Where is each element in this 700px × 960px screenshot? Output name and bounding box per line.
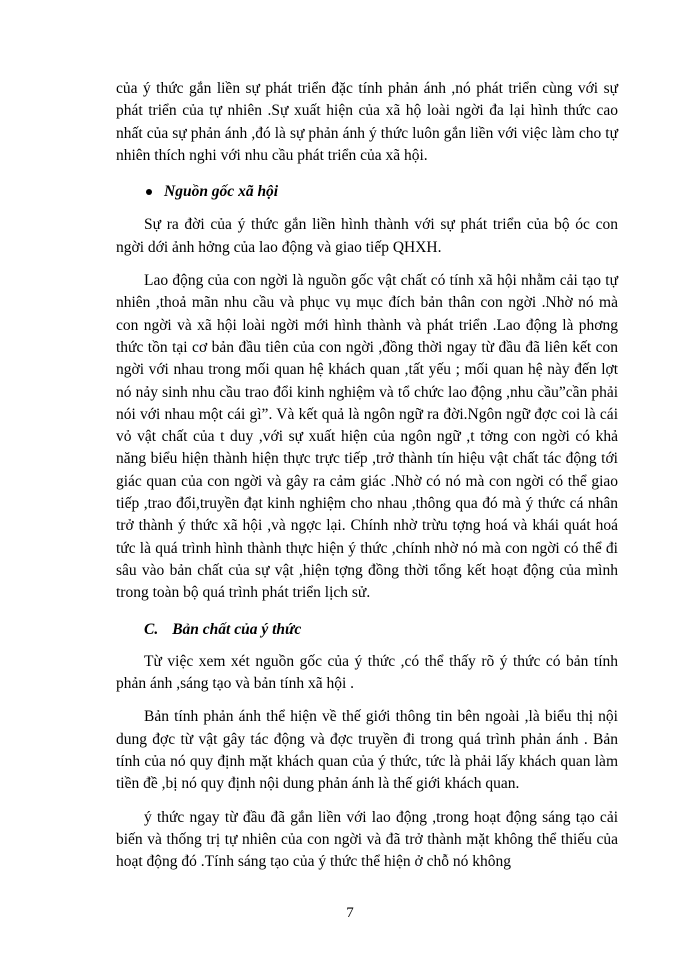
heading-nature-letter: C.	[144, 620, 159, 638]
bullet-icon	[146, 189, 152, 195]
paragraph-continuation: của ý thức gắn liền sự phát triển đặc tính phản ánh ,nó phát triển cùng với sự phát triển của tự nhiên .Sự xuất hiện của xã hộ loài ngời đa lại hình thức cao nhất của sự phản ánh ,đó là sự phản ánh ý thức luôn gắn liền với việc làm cho tự nhiên thích nghi với nhu cầu phát triển của xã hội.	[116, 80, 618, 164]
heading-social-origin-text: Nguồn gốc xã hội	[164, 183, 279, 201]
paragraph-birth-of-consciousness: Sự ra đời của ý thức gắn liền hình thành với sự phát triển của bộ óc con ngời dới ảnh hởng của lao động và giao tiếp QHXH.	[116, 216, 618, 256]
paragraph-nature-intro: Từ việc xem xét nguồn gốc của ý thức ,có thể thấy rõ ý thức có bản tính phản ánh ,sáng tạo và bản tính xã hội .	[116, 652, 618, 693]
paragraph-creative-nature: ý thức ngay từ đầu đã gắn liền với lao động ,trong hoạt động sáng tạo cải biến và thống trị tự nhiên của con ngời và đã trở thành mặt không thể thiếu của hoạt động đó .Tính sáng tạo của ý thức thể hiện ở chỗ nó không	[116, 808, 618, 871]
paragraph-reflective-nature: Bản tính phản ánh thể hiện về thế giới thông tin bên ngoài ,là biểu thị nội dung đợc từ vật gây tác động và đợc truyền đi trong quá trình phản ánh . Bản tính của nó quy định mặt khách quan của ý thức, tức là phải lấy khách quan làm tiền đề ,bị nó quy định nội dung phản ánh là thế giới khách quan.	[116, 708, 618, 793]
heading-nature	[116, 619, 618, 641]
page-number: 7	[346, 905, 354, 921]
paragraph-labor: Lao động của con ngời là nguồn gốc vật chất có tính xã hội nhằm cải tạo tự nhiên ,thoả mãn nhu cầu và phục vụ mục đích bản thân con ngời .Nhờ nó mà con ngời và xã hội loài ngời mới hình thành và phát triển .Lao động là phơng thức tồn tại cơ bản đầu tiên của con ngời ,đồng thời ngay từ đầu đã liên kết con ngời với nhau trong mối quan hệ khách quan ,tất yếu ; mối quan hệ này đến lợt nó nảy sinh nhu cầu trao đổi kinh nghiệm và tổ chức lao động ,nhu cầu”cần phải nói với nhau một cái gì”. Và kết quả là ngôn ngữ ra đời.Ngôn ngữ đợc coi là cái vỏ vật chất của t duy ,với sự xuất hiện của ngôn ngữ ,t tởng con ngời có khả năng biểu hiện thành hiện thực trực tiếp ,trở thành tín hiệu vật chất tác động tới giác quan của con ngời và gây ra cảm giác .Nhờ có nó mà con ngời có thể giao tiếp ,trao đổi,truyền đạt kinh nghiệm cho nhau ,thông qua đó mà ý thức cá nhân trở thành ý thức xã hội ,và ngợc lại. Chính nhờ trừu tợng hoá và khái quát hoá tức là quá trình hình thành thực hiện ý thức ,chính nhờ nó mà con ngời có thể đi sâu vào bản chất của sự vật ,hiện tợng đồng thời tổng kết hoạt động của mình trong toàn bộ quá trình phát triển lịch sử.	[116, 272, 618, 602]
heading-nature-text: Bản chất của ý thức	[172, 620, 302, 638]
heading-social-origin	[116, 181, 618, 203]
